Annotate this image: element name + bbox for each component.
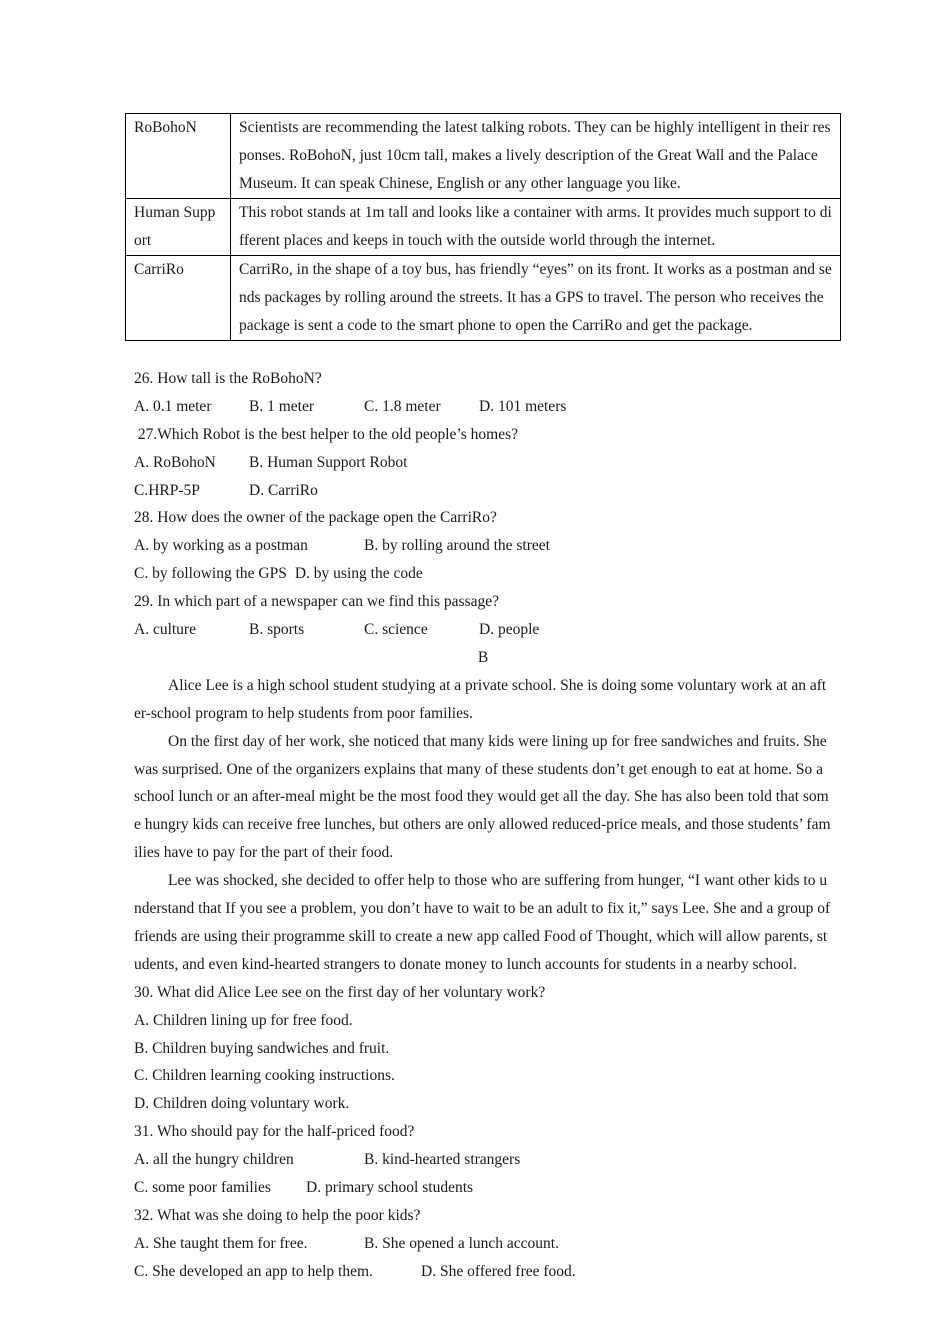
option-a: A. by working as a postman [134, 537, 308, 555]
option-a: A. all the hungry children [134, 1151, 294, 1169]
question-26-options [134, 393, 834, 421]
question-31-options-2 [134, 1174, 834, 1202]
robot-description: Scientists are recommending the latest talking robots. They can be highly intelligent in their responses. RoBohoN, just 10cm tall, makes a lively description of the Great Wall and the Palace Museum. It can speak Chinese, English or any other language you like. [231, 114, 841, 199]
robot-name: CarriRo [126, 256, 231, 341]
question-31-options-1 [134, 1146, 834, 1174]
table-row [126, 199, 841, 256]
robot-description: This robot stands at 1m tall and looks like a container with arms. It provides much support to different places and keeps in touch with the outside world through the internet. [231, 199, 841, 256]
option-d: D. CarriRo [249, 481, 318, 499]
question-27: 27.Which Robot is the best helper to the old people’s homes? [134, 425, 518, 443]
option-c: C. science [364, 621, 428, 639]
option-c: C. by following the GPS [134, 565, 287, 583]
robot-description: CarriRo, in the shape of a toy bus, has friendly “eyes” on its front. It works as a postman and sends packages by rolling around the streets. It has a GPS to travel. The person who receives the package is sent a code to the smart phone to open the CarriRo and get the package. [231, 256, 841, 341]
option-c: C. She developed an app to help them. [134, 1262, 373, 1280]
option-d: D. by using the code [294, 565, 423, 583]
question-30: 30. What did Alice Lee see on the first day of her voluntary work? [134, 983, 546, 1001]
option-c: C.HRP-5P [134, 481, 200, 499]
question-28-options-1 [134, 532, 834, 560]
questions-and-passage [134, 365, 834, 1286]
option-d: D. people [479, 621, 540, 639]
option-b: B. Human Support Robot [249, 453, 408, 471]
table-row [126, 114, 841, 199]
question-29-options [134, 616, 834, 644]
question-27-options-1 [134, 449, 834, 477]
question-32-options-1 [134, 1230, 834, 1258]
option-c: C. some poor families [134, 1179, 271, 1196]
option-b: B. by rolling around the street [364, 537, 550, 555]
robot-name: Human Support [126, 199, 231, 256]
question-32: 32. What was she doing to help the poor kids? [134, 1206, 421, 1224]
option-c: C. 1.8 meter [364, 397, 441, 415]
passage-paragraph: Lee was shocked, she decided to offer help to those who are suffering from hunger, “I want other kids to understand that If you see a problem, you don’t have to wait to be an adult to fix it,” says Lee. She and a group of friends are using their programme skill to create a new app called Food of Thought, which will allow parents, students, and even kind-hearted strangers to donate money to lunch accounts for students in a nearby school. [134, 872, 831, 973]
question-31: 31. Who should pay for the half-priced food? [134, 1123, 415, 1141]
question-28: 28. How does the owner of the package open the CarriRo? [134, 509, 497, 527]
option-a: A. 0.1 meter [134, 397, 212, 415]
section-heading: B [477, 648, 489, 666]
question-27-options-2 [134, 477, 834, 505]
question-28-options-2 [134, 560, 834, 588]
option-d: D. 101 meters [479, 397, 567, 415]
option-a: A. She taught them for free. [134, 1234, 308, 1252]
robot-name: RoBohoN [126, 114, 231, 199]
option-c: C. Children learning cooking instructions. [134, 1067, 395, 1085]
option-b: B. sports [249, 621, 305, 639]
question-32-options-2 [134, 1258, 834, 1286]
option-a: A. Children lining up for free food. [134, 1011, 353, 1029]
option-b: B. kind-hearted strangers [364, 1151, 521, 1169]
question-26: 26. How tall is the RoBohoN? [134, 370, 322, 387]
passage-paragraph: On the first day of her work, she noticed that many kids were lining up for free sandwiches and fruits. She was surprised. One of the organizers explains that many of these students don’t get enough to eat at home. So a school lunch or an after-meal might be the most food they would get all the day. She has also been told that some hungry kids can receive free lunches, but others are only allowed reduced-price meals, and those students’ families have to pay for the part of their food. [134, 732, 831, 862]
option-a: A. RoBohoN [134, 453, 216, 471]
option-d: D. Children doing voluntary work. [134, 1095, 350, 1113]
option-b: B. She opened a lunch account. [364, 1234, 559, 1252]
option-d: D. primary school students [306, 1179, 474, 1196]
option-d: D. She offered free food. [421, 1262, 576, 1280]
option-b: B. Children buying sandwiches and fruit. [134, 1039, 390, 1057]
passage-paragraph: Alice Lee is a high school student studying at a private school. She is doing some voluntary work at an after-school program to help students from poor families. [134, 676, 827, 722]
option-b: B. 1 meter [249, 397, 314, 415]
question-29: 29. In which part of a newspaper can we find this passage? [134, 593, 499, 611]
robot-table [125, 113, 841, 341]
table-row [126, 256, 841, 341]
option-a: A. culture [134, 621, 196, 639]
